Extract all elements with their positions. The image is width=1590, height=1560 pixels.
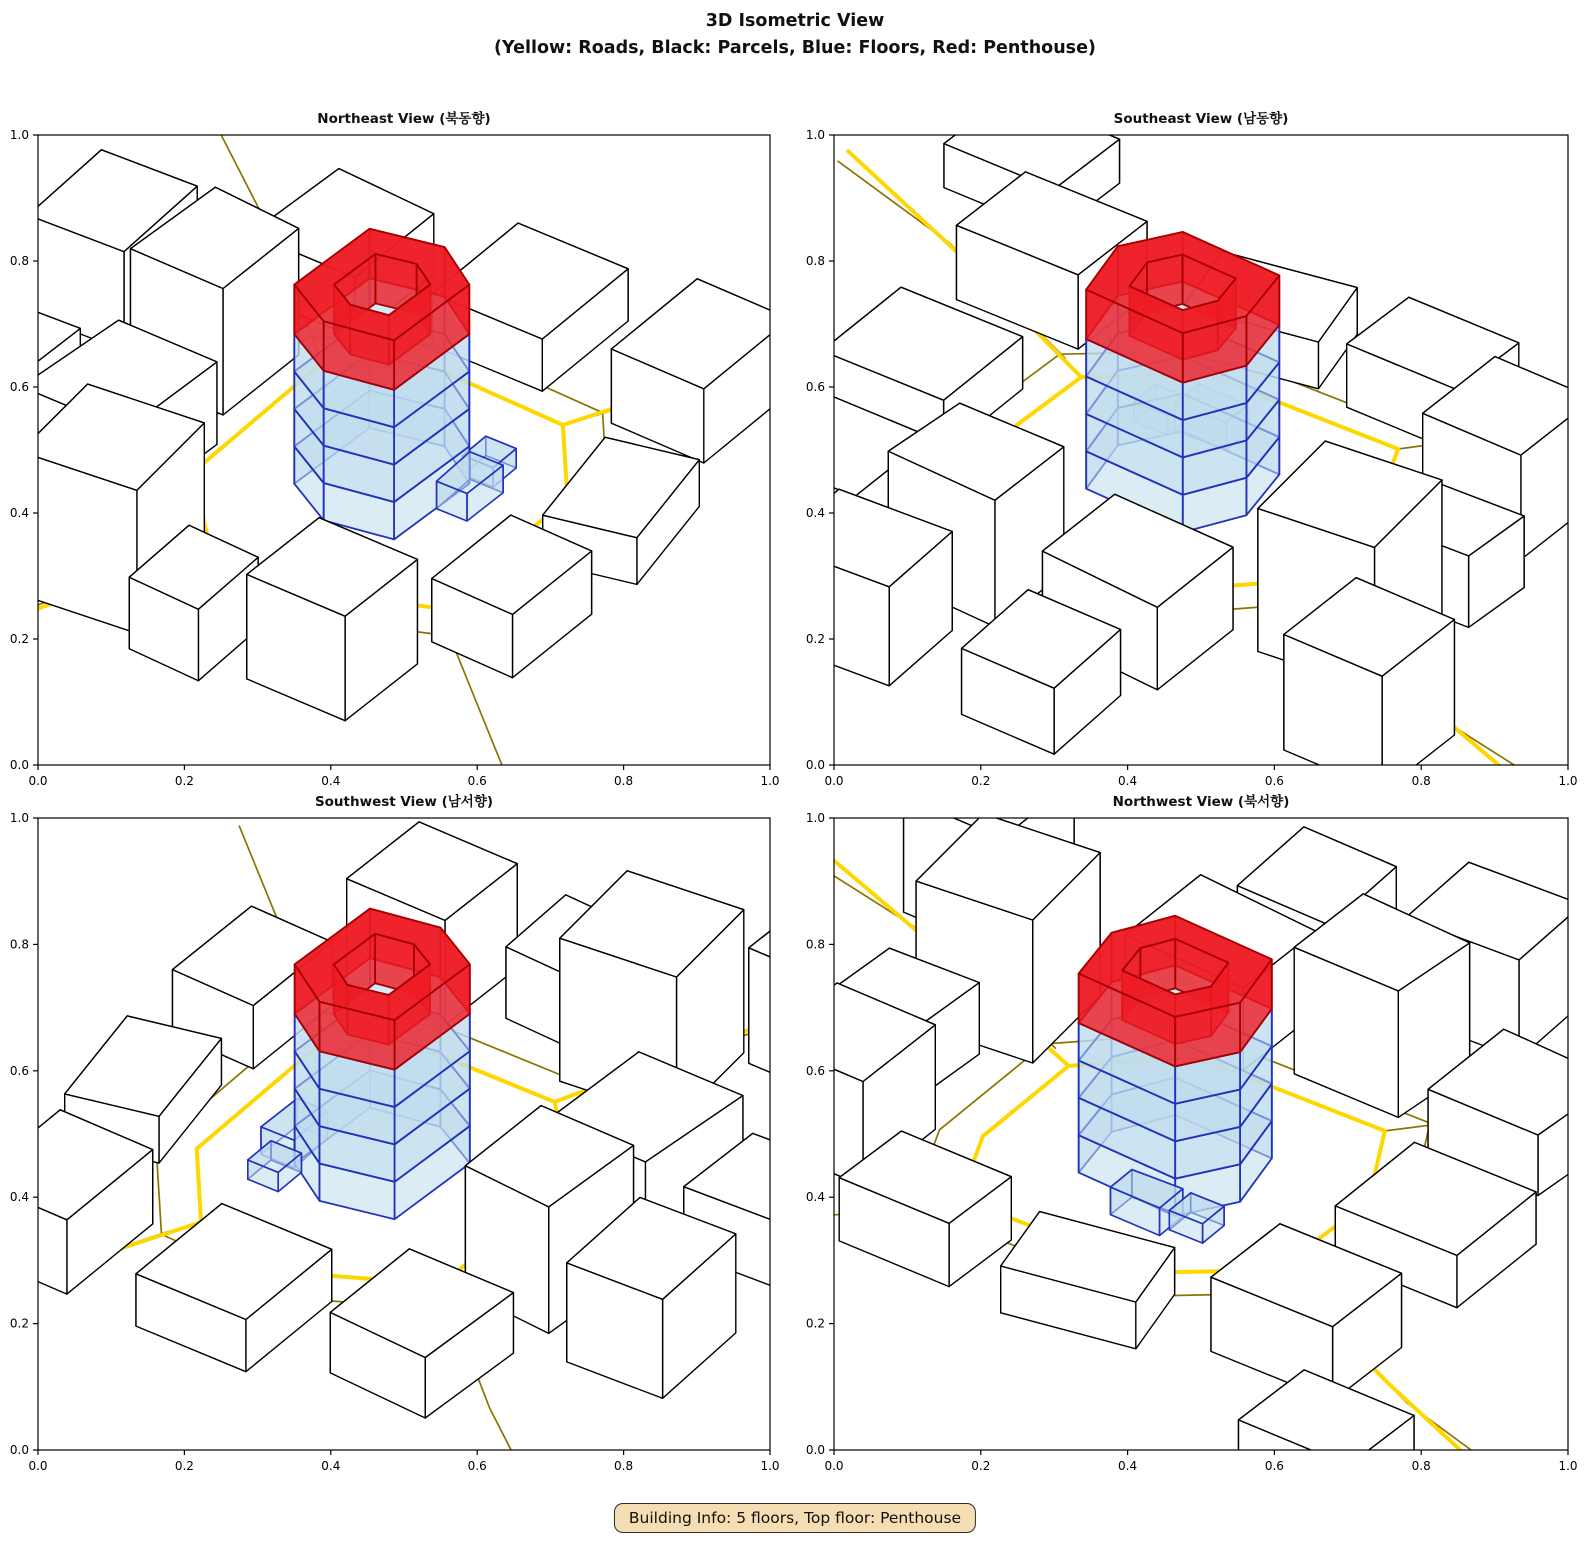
svg-text:0.0: 0.0	[28, 1459, 48, 1473]
svg-text:1.0: 1.0	[9, 128, 29, 142]
svg-text:0.2: 0.2	[971, 1459, 991, 1473]
svg-text:0.4: 0.4	[1118, 774, 1138, 788]
svg-text:0.2: 0.2	[174, 1459, 194, 1473]
svg-text:0.2: 0.2	[805, 632, 825, 646]
subplot-northwest-title: Northwest View (북서향)	[1112, 794, 1290, 810]
svg-text:0.6: 0.6	[467, 1459, 487, 1473]
svg-text:0.6: 0.6	[9, 380, 29, 394]
svg-text:0.0: 0.0	[28, 774, 48, 788]
svg-text:1.0: 1.0	[805, 128, 825, 142]
svg-text:0.4: 0.4	[321, 1459, 341, 1473]
svg-text:1.0: 1.0	[760, 774, 780, 788]
svg-text:0.2: 0.2	[174, 774, 194, 788]
svg-text:0.6: 0.6	[805, 1063, 825, 1078]
svg-text:0.4: 0.4	[321, 774, 341, 788]
subplot-northeast-title: Northeast View (북동향)	[317, 111, 491, 127]
svg-text:0.8: 0.8	[614, 774, 634, 788]
svg-text:1.0: 1.0	[1558, 1459, 1578, 1473]
svg-text:0.0: 0.0	[9, 758, 29, 772]
svg-text:0.2: 0.2	[971, 774, 991, 788]
svg-text:0.8: 0.8	[1411, 774, 1431, 788]
svg-text:0.8: 0.8	[9, 937, 29, 952]
svg-text:0.4: 0.4	[805, 506, 825, 520]
svg-text:1.0: 1.0	[1558, 774, 1578, 788]
svg-text:0.0: 0.0	[805, 758, 825, 772]
svg-text:0.8: 0.8	[9, 254, 29, 268]
svg-text:0.6: 0.6	[467, 774, 487, 788]
svg-text:1.0: 1.0	[9, 811, 29, 825]
svg-text:0.8: 0.8	[805, 254, 825, 268]
figure-title-line1: 3D Isometric View	[705, 11, 885, 31]
svg-text:0.0: 0.0	[805, 1443, 825, 1457]
svg-text:0.6: 0.6	[1264, 774, 1284, 788]
subplot-southwest-title: Southwest View (남서향)	[314, 794, 494, 810]
svg-text:0.2: 0.2	[805, 1316, 825, 1331]
svg-text:1.0: 1.0	[805, 811, 825, 825]
svg-text:0.8: 0.8	[1411, 1459, 1431, 1473]
svg-text:1.0: 1.0	[760, 1459, 780, 1473]
svg-text:0.0: 0.0	[824, 1459, 844, 1473]
svg-text:0.4: 0.4	[1118, 1459, 1138, 1473]
svg-text:0.6: 0.6	[805, 380, 825, 394]
svg-text:0.8: 0.8	[614, 1459, 634, 1473]
svg-text:0.4: 0.4	[805, 1190, 825, 1205]
svg-text:0.6: 0.6	[1264, 1459, 1284, 1473]
figure-title-line2: (Yellow: Roads, Black: Parcels, Blue: Floors, Red: Penthouse)	[494, 38, 1096, 59]
subplot-southeast-title: Southeast View (남동향)	[1113, 111, 1289, 127]
svg-text:0.8: 0.8	[805, 937, 825, 952]
svg-text:0.4: 0.4	[9, 1190, 29, 1205]
building-info-caption: Building Info: 5 floors, Top floor: Penthouse	[614, 1503, 976, 1533]
svg-text:0.2: 0.2	[9, 632, 29, 646]
svg-text:0.0: 0.0	[824, 774, 844, 788]
svg-text:0.4: 0.4	[9, 506, 29, 520]
svg-text:0.2: 0.2	[9, 1316, 29, 1331]
svg-text:0.0: 0.0	[9, 1443, 29, 1457]
svg-text:0.6: 0.6	[9, 1063, 29, 1078]
